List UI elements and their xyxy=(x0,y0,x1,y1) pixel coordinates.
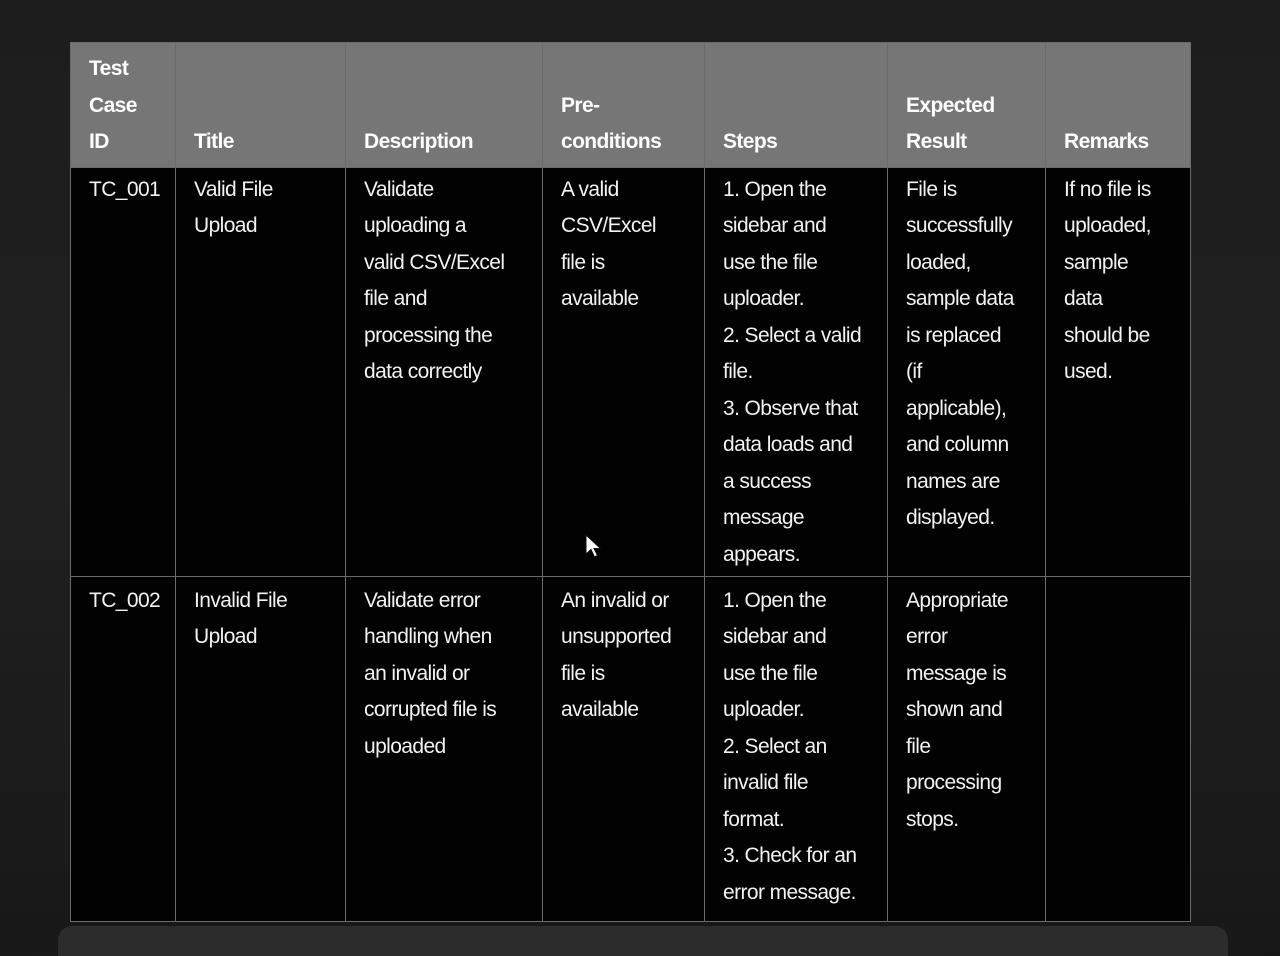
cell-preconditions xyxy=(543,167,705,576)
text-line: Steps xyxy=(723,130,778,153)
cell-id-text: TC_002 xyxy=(89,588,161,612)
header-row xyxy=(71,43,1191,168)
table-row xyxy=(71,576,1191,921)
text-line: 2. Select an xyxy=(723,734,827,758)
text-line: loaded, xyxy=(906,250,971,274)
text-line: Case xyxy=(89,93,137,117)
text-line: message is xyxy=(906,661,1007,685)
text-line: 3. Observe that xyxy=(723,396,858,420)
text-line: should be xyxy=(1064,323,1150,347)
cell-id-text: TC_001 xyxy=(89,177,161,201)
text-line: Validate error xyxy=(364,588,481,612)
header-expected-result xyxy=(888,43,1046,168)
text-line: Invalid File xyxy=(194,588,288,612)
text-line: names are xyxy=(906,469,1000,493)
text-line: file and xyxy=(364,287,427,310)
header-steps xyxy=(705,43,888,168)
cell-steps xyxy=(705,576,888,921)
text-line: stops. xyxy=(906,807,959,831)
text-line: Remarks xyxy=(1064,130,1149,153)
text-line: used. xyxy=(1064,360,1113,383)
text-line: file xyxy=(906,734,931,758)
text-line: a success xyxy=(723,469,811,493)
text-line: valid CSV/Excel xyxy=(364,250,505,274)
text-line: processing the xyxy=(364,323,493,347)
cell-id xyxy=(71,576,176,921)
text-line: is replaced xyxy=(906,323,1001,347)
cell-description xyxy=(346,167,543,576)
text-line: Test xyxy=(89,57,129,80)
text-line: data xyxy=(1064,287,1103,310)
text-line: sample data xyxy=(906,287,1014,310)
cell-remarks xyxy=(1046,576,1191,921)
text-line: Result xyxy=(906,130,967,153)
cell-title xyxy=(176,167,346,576)
header-title xyxy=(176,43,346,168)
text-line: If no file is xyxy=(1064,177,1151,201)
cell-id xyxy=(71,167,176,576)
test-case-table-container xyxy=(70,42,1190,922)
text-line: Validate xyxy=(364,177,434,201)
cell-remarks xyxy=(1046,167,1191,576)
text-line: unsupported xyxy=(561,625,672,648)
cell-steps xyxy=(705,167,888,576)
text-line: uploaded xyxy=(364,734,446,758)
text-line: handling when xyxy=(364,625,492,648)
text-line: An invalid or xyxy=(561,588,669,612)
text-line: error message. xyxy=(723,880,856,904)
text-line: Upload xyxy=(194,625,257,648)
text-line: Upload xyxy=(194,214,257,237)
test-case-table xyxy=(70,42,1191,922)
text-line: use the file xyxy=(723,661,818,685)
text-line: sidebar and xyxy=(723,214,827,237)
text-line: file is xyxy=(561,661,605,685)
text-line: sidebar and xyxy=(723,625,827,648)
text-line: file. xyxy=(723,360,753,383)
cell-preconditions xyxy=(543,576,705,921)
text-line: processing xyxy=(906,771,1002,794)
text-line: conditions xyxy=(561,130,662,153)
text-line: uploader. xyxy=(723,287,805,310)
text-line: Appropriate xyxy=(906,588,1008,612)
text-line: use the file xyxy=(723,250,818,274)
text-line: format. xyxy=(723,807,785,831)
mouse-cursor-icon xyxy=(584,534,604,560)
cell-title xyxy=(176,576,346,921)
text-line: successfully xyxy=(906,214,1013,237)
text-line: corrupted file is xyxy=(364,698,497,721)
text-line: A valid xyxy=(561,177,619,201)
text-line: ID xyxy=(89,130,109,153)
text-line: message xyxy=(723,506,805,529)
text-line: uploading a xyxy=(364,214,466,237)
text-line: available xyxy=(561,287,639,310)
header-remarks xyxy=(1046,43,1191,168)
header-test-case-id xyxy=(71,43,176,168)
text-line: appears. xyxy=(723,542,800,566)
text-line: invalid file xyxy=(723,771,809,794)
text-line: an invalid or xyxy=(364,661,470,685)
text-line: uploader. xyxy=(723,698,805,721)
cell-expected xyxy=(888,167,1046,576)
bottom-input-bar[interactable] xyxy=(58,926,1228,956)
text-line: uploaded, xyxy=(1064,214,1151,237)
text-line: Title xyxy=(194,130,234,153)
header-description xyxy=(346,43,543,168)
text-line: Expected xyxy=(906,93,995,117)
text-line: 1. Open the xyxy=(723,177,827,201)
cell-description xyxy=(346,576,543,921)
cell-expected xyxy=(888,576,1046,921)
text-line: 3. Check for an xyxy=(723,844,857,867)
text-line: data loads and xyxy=(723,433,853,456)
text-line: Pre- xyxy=(561,93,600,117)
text-line: CSV/Excel xyxy=(561,214,656,237)
text-line: sample xyxy=(1064,250,1129,274)
text-line: 2. Select a valid xyxy=(723,323,862,347)
text-line: data correctly xyxy=(364,360,482,383)
text-line: applicable), xyxy=(906,396,1007,420)
text-line: available xyxy=(561,698,639,721)
text-line: and column xyxy=(906,433,1009,456)
text-line: Description xyxy=(364,130,473,153)
text-line: File is xyxy=(906,177,957,201)
header-preconditions xyxy=(543,43,705,168)
text-line: Valid File xyxy=(194,177,273,201)
text-line: error xyxy=(906,625,948,648)
text-line: displayed. xyxy=(906,506,995,529)
text-line: shown and xyxy=(906,698,1003,721)
text-line: file is xyxy=(561,250,605,274)
text-line: 1. Open the xyxy=(723,588,827,612)
text-line: (if xyxy=(906,360,922,383)
table-row xyxy=(71,167,1191,576)
